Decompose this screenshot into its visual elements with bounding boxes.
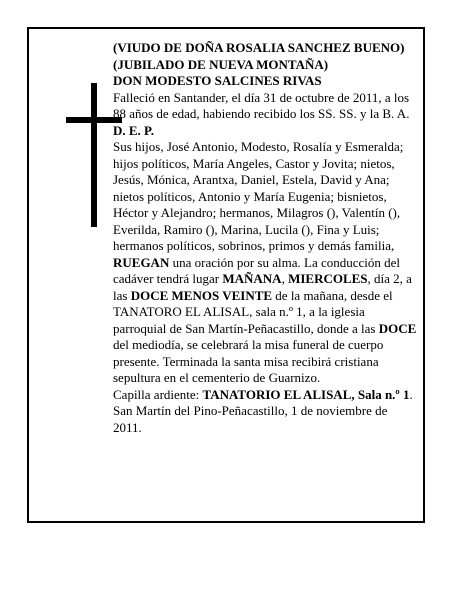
manana-word: MAÑANA bbox=[222, 271, 282, 286]
doce-menos-veinte: DOCE MENOS VEINTE bbox=[130, 287, 273, 303]
cross-icon bbox=[29, 29, 119, 229]
comma: , bbox=[281, 271, 285, 286]
miercoles-word: MIERCOLES bbox=[288, 271, 368, 286]
header-line: (VIUDO DE DOÑA ROSALIA SANCHEZ BUENO) (JUBILADO DE NUEVA MONTAÑA) bbox=[113, 40, 405, 72]
deceased-name: DON MODESTO SALCINES RIVAS bbox=[113, 73, 322, 88]
day-text: , día 2, a las bbox=[113, 271, 412, 303]
morning-text: de la mañana, desde el TANATORO EL ALISAL, sala n.º 1, a la iglesia parroquial de San Martín-Peñacastillo, donde a las bbox=[113, 287, 393, 336]
chapel-line bbox=[113, 387, 419, 404]
doce-word: DOCE bbox=[378, 320, 417, 336]
ruegan-word: RUEGAN bbox=[113, 254, 170, 270]
obituary-text bbox=[113, 40, 419, 436]
chapel-end: . bbox=[409, 386, 413, 402]
chapel-label: Capilla ardiente: bbox=[113, 386, 200, 402]
dep-abbreviation: D. E. P. bbox=[113, 122, 155, 138]
signature-place-date: San Martín del Pino-Peñacastillo, 1 de noviembre de 2011. bbox=[113, 403, 388, 435]
death-announcement: Falleció en Santander, el día 31 de octubre de 2011, a los 88 años de edad, habiendo recibido los SS. SS. y la B. A. bbox=[113, 89, 410, 121]
chapel-place: TANATORIO EL ALISAL, Sala n.º 1 bbox=[202, 386, 410, 402]
family-list: Sus hijos, José Antonio, Modesto, Rosalía y Esmeralda; hijos políticos, María Angeles, Castor y Jovita; nietos, Jesús, Mónica, Arantxa, Daniel, Estela, David y Ana; nietos políticos, Antonio y María Eugenia; bisnietos, Héctor y Alejandro; hermanos, Milagros (), Valentín (), Everilda, Ramiro (), Marina, Lucila (), Fina y Luis; hermanos políticos, sobrinos, primos y demás familia, bbox=[113, 139, 404, 253]
funeral-paragraph bbox=[113, 139, 419, 387]
mass-text: del mediodía, se celebrará la misa funeral de cuerpo presente. Terminada la santa misa recibirá cristiana sepultura en el cementerio de Guarnizo. bbox=[113, 337, 384, 385]
cross-vertical-bar bbox=[91, 83, 97, 227]
prayer-request: una oración por su alma. La conducción del cadáver tendrá lugar bbox=[113, 254, 401, 286]
